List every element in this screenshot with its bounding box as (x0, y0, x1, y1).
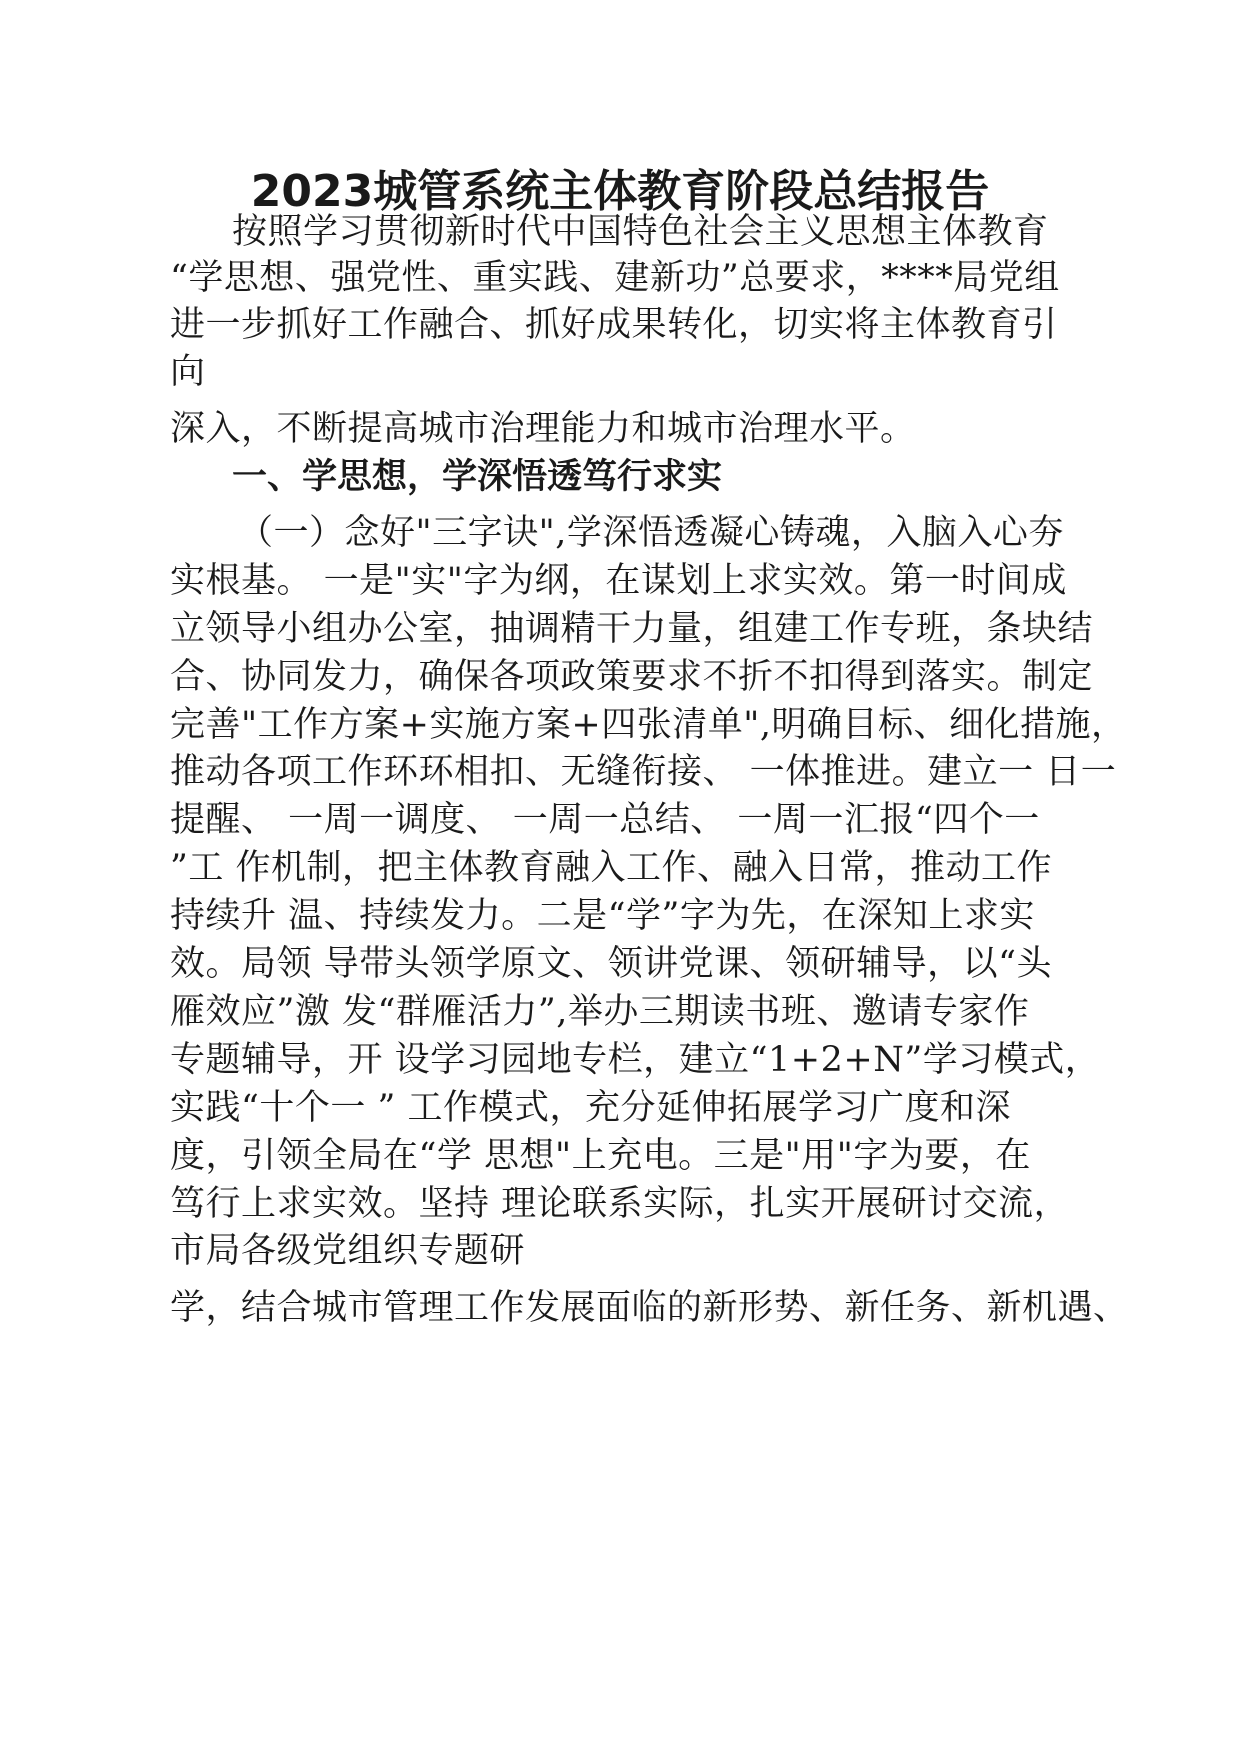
body-line-2: 实根基。 一是"实"字为纲，在谋划上求实效。第一时间成 (170, 561, 1067, 601)
body-line-3: 立领导小组办公室，抽调精干力量，组建工作专班，条块结 (170, 609, 1094, 649)
body-line-1: （一）念好"三字诀",学深悟透凝心铸魂，入脑入心夯 (238, 513, 1064, 553)
body-line-14: 度，引领全局在“学 思想"上充电。三是"用"字为要，在 (170, 1136, 1031, 1176)
body-line-13: 实践“十个一 ” 工作模式，充分延伸拓展学习广度和深 (170, 1088, 1012, 1128)
intro-line-1: 按照学习贯彻新时代中国特色社会主义思想主体教育 (232, 212, 1049, 252)
body-line-12: 专题辅导，开 设学习园地专栏，建立“1+2+N”学习模式， (170, 1040, 1101, 1080)
body-line-16: 市局各级党组织专题研 (170, 1231, 526, 1271)
document-title: 2023城管系统主体教育阶段总结报告 (250, 166, 990, 217)
body-line-8: ”工 作机制，把主体教育融入工作、融入日常，推动工作 (170, 848, 1053, 888)
body-line-6: 推动各项工作环环相扣、无缝衔接、 一体推进。建立一 日一 (170, 752, 1117, 792)
intro-line-4: 向 (170, 352, 206, 392)
intro-line-5: 深入，不断提高城市治理能力和城市治理水平。 (170, 409, 916, 449)
body-line-15: 笃行上求实效。坚持 理论联系实际，扎实开展研讨交流， (170, 1184, 1070, 1224)
intro-line-3: 进一步抓好工作融合、抓好成果转化，切实将主体教育引 (170, 305, 1058, 345)
intro-line-2: “学思想、强党性、重实践、建新功”总要求，****局党组 (170, 258, 1060, 298)
body-line-5: 完善"工作方案+实施方案+四张清单",明确目标、细化措施， (170, 705, 1127, 745)
body-line-4: 合、协同发力，确保各项政策要求不折不扣得到落实。制定 (170, 657, 1094, 697)
body-line-10: 效。局领 导带头领学原文、领讲党课、领研辅导，以“头 (170, 944, 1053, 984)
section-heading: 一、学思想，学深悟透笃行求实 (232, 457, 723, 497)
body-line-17: 学，结合城市管理工作发展面临的新形势、新任务、新机遇、 (170, 1288, 1129, 1328)
body-line-7: 提醒、 一周一调度、 一周一总结、 一周一汇报“四个一 (170, 800, 1040, 840)
body-line-9: 持续升 温、持续发力。二是“学”字为先，在深知上求实 (170, 896, 1035, 936)
body-line-11: 雁效应”激 发“群雁活力”,举办三期读书班、邀请专家作 (170, 992, 1030, 1032)
